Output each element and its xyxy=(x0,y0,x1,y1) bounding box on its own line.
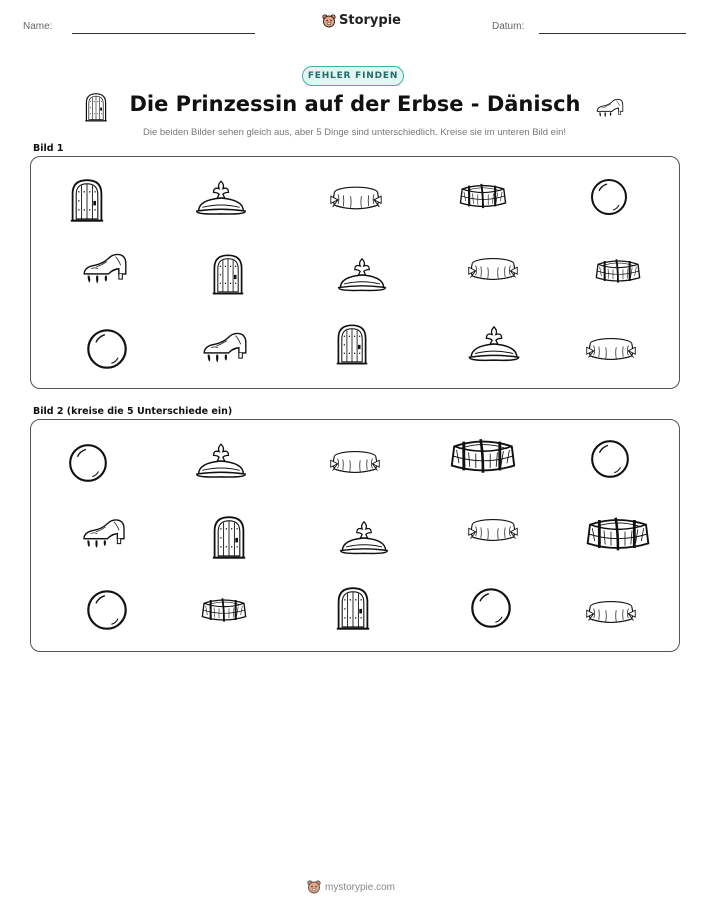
activity-badge: FEHLER FINDEN xyxy=(302,66,404,86)
crown-icon[interactable] xyxy=(193,442,249,480)
door-icon xyxy=(84,92,108,122)
instructions: Die beiden Bilder sehen gleich aus, aber 5 Dinge sind unterschiedlich. Kreise sie im unteren Bild ein! xyxy=(143,127,566,138)
hay-bale-icon[interactable] xyxy=(447,432,519,480)
cushion-icon xyxy=(467,253,519,285)
picture1-panel xyxy=(30,156,680,389)
bear-logo-icon xyxy=(322,14,336,28)
pea-icon xyxy=(85,327,129,371)
date-line[interactable] xyxy=(539,33,686,34)
name-line[interactable] xyxy=(72,33,255,34)
pea-icon[interactable] xyxy=(67,442,109,484)
picture1-label: Bild 1 xyxy=(33,143,64,154)
hay-bale-icon xyxy=(593,255,643,287)
slipper-icon xyxy=(199,325,251,367)
cushion-icon xyxy=(585,333,637,365)
crown-icon xyxy=(335,257,389,293)
slipper-icon xyxy=(594,94,626,120)
hay-bale-icon[interactable] xyxy=(199,594,249,626)
crown-icon xyxy=(193,179,249,217)
cushion-icon xyxy=(329,181,383,215)
door-icon[interactable] xyxy=(335,584,371,632)
page-title: Die Prinzessin auf der Erbse - Dänisch xyxy=(129,92,581,116)
crown-icon xyxy=(465,325,523,363)
picture2-panel[interactable] xyxy=(30,419,680,652)
crown-icon[interactable] xyxy=(337,520,391,556)
title-row xyxy=(0,90,709,124)
pea-icon[interactable] xyxy=(589,438,631,480)
cushion-icon[interactable] xyxy=(329,446,381,478)
date-label: Datum: xyxy=(492,21,525,32)
slipper-icon[interactable] xyxy=(79,512,129,552)
pea-icon xyxy=(589,177,629,217)
picture2-label: Bild 2 (kreise die 5 Unterschiede ein) xyxy=(33,406,233,417)
brand-logo xyxy=(322,13,401,28)
door-icon xyxy=(335,321,369,367)
door-icon xyxy=(69,177,105,223)
hay-bale-icon[interactable] xyxy=(583,510,653,558)
hay-bale-icon xyxy=(457,179,509,213)
door-icon[interactable] xyxy=(211,514,247,560)
slipper-icon xyxy=(79,247,131,287)
footer xyxy=(307,880,395,894)
brand-name: Storypie xyxy=(339,13,401,28)
footer-url[interactable]: mystorypie.com xyxy=(325,881,396,893)
cushion-icon[interactable] xyxy=(467,514,519,546)
pea-icon[interactable] xyxy=(85,588,129,632)
cushion-icon[interactable] xyxy=(585,596,637,628)
bear-logo-icon xyxy=(307,880,321,894)
name-label: Name: xyxy=(23,21,53,32)
door-icon xyxy=(211,251,245,297)
pea-icon[interactable] xyxy=(469,586,513,630)
